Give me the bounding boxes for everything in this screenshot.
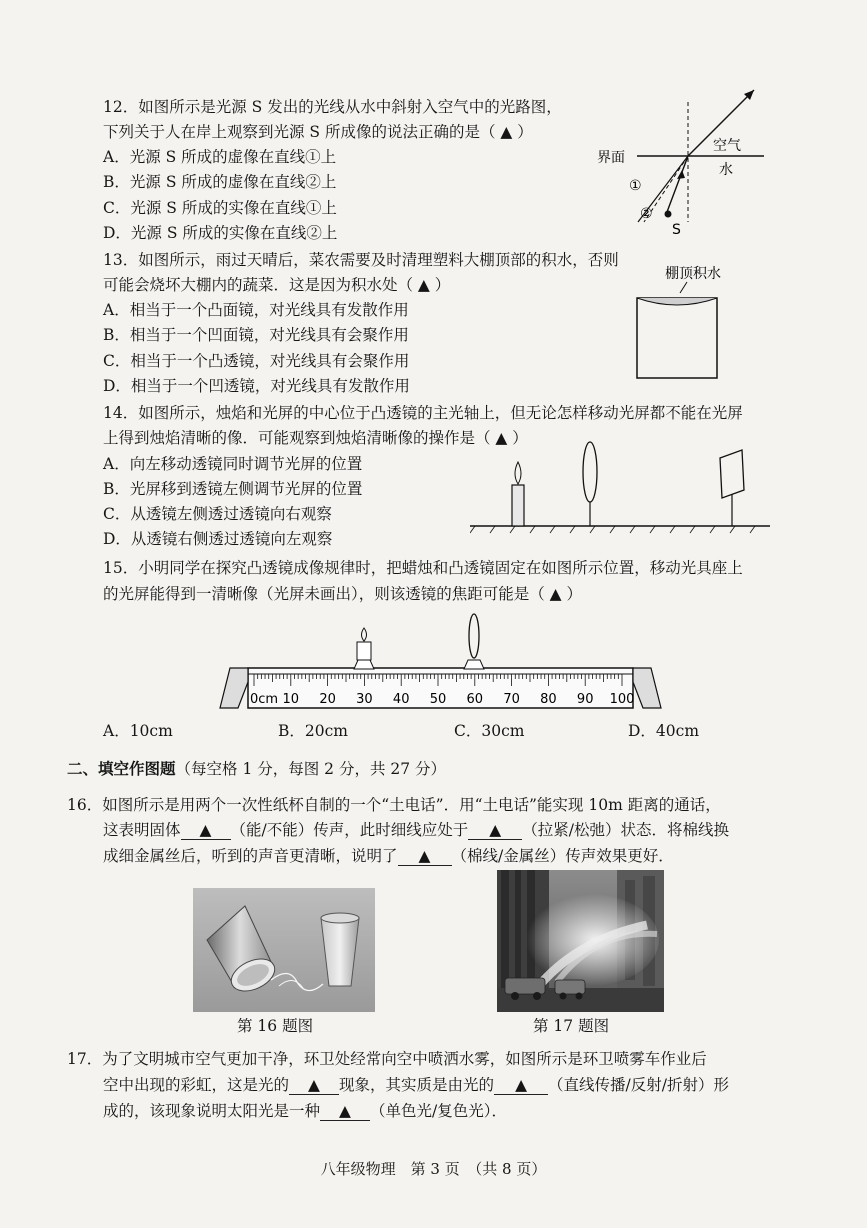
q12-stem-line2: 下列关于人在岸上观察到光源 S 所成像的说法正确的是（ ▲ ） bbox=[103, 123, 533, 141]
q12-line1-label: ① bbox=[629, 178, 642, 194]
q17-text-2c: （直线传播/反射/折射）形 bbox=[548, 1076, 729, 1094]
q17-blank-3[interactable]: ▲ bbox=[320, 1102, 370, 1121]
q17-figure-caption: 第 17 题图 bbox=[533, 1017, 610, 1035]
ruler-label: 70 bbox=[503, 692, 520, 707]
ruler-label: 60 bbox=[466, 692, 484, 707]
q13-option-b: B．相当于一个凹面镜，对光线具有会聚作用 bbox=[103, 326, 409, 344]
ruler-label: 0cm bbox=[250, 692, 279, 707]
q16-blank-2[interactable]: ▲ bbox=[468, 821, 522, 840]
candle-icon bbox=[512, 485, 524, 526]
q16-text-2a: 这表明固体 bbox=[103, 821, 181, 839]
q14-option-b: B．光屏移到透镜左侧调节光屏的位置 bbox=[103, 480, 363, 498]
ruler-label: 80 bbox=[540, 692, 557, 707]
q15-option-c: C．30cm bbox=[454, 722, 525, 740]
q17-spray-truck-rainbow-photo bbox=[497, 870, 664, 1012]
q12-interface-label: 界面 bbox=[597, 150, 625, 166]
q16-text-2c: （拉紧/松弛）状态．将棉线换 bbox=[522, 821, 729, 839]
q14-optical-bench-diagram bbox=[470, 440, 775, 535]
ruler-label: 10 bbox=[282, 692, 300, 707]
ruler-label: 100 bbox=[609, 692, 635, 707]
ruler-label: 20 bbox=[319, 692, 336, 707]
convex-lens-icon bbox=[583, 442, 597, 502]
q12-option-b: B．光源 S 所成的虚像在直线②上 bbox=[103, 173, 337, 191]
q16-blank-3[interactable]: ▲ bbox=[398, 847, 452, 866]
q17-text-2a: 空中出现的彩虹，这是光的 bbox=[103, 1076, 290, 1094]
q13-stem-line1: 13．如图所示，雨过天晴后，菜农需要及时清理塑料大棚顶部的积水，否则 bbox=[103, 251, 619, 269]
q15-option-a: A．10cm bbox=[103, 722, 173, 740]
q17-line3 bbox=[103, 1099, 507, 1121]
section2-note: （每空格 1 分，每图 2 分，共 27 分） bbox=[175, 760, 447, 778]
q17-line2 bbox=[103, 1073, 729, 1095]
q17-blank-1[interactable]: ▲ bbox=[289, 1076, 339, 1095]
q12-line2-label: ② bbox=[640, 206, 653, 222]
ruler-label: 90 bbox=[576, 692, 594, 707]
q17-text-2b: 现象，其实质是由光的 bbox=[339, 1076, 495, 1094]
q16-text-2b: （能/不能）传声，此时细线应处于 bbox=[230, 821, 469, 839]
q15-option-b: B．20cm bbox=[278, 722, 348, 740]
q13-stem-line2: 可能会烧坏大棚内的蔬菜．这是因为积水处（ ▲ ） bbox=[103, 276, 451, 294]
ruler-label: 50 bbox=[429, 692, 447, 707]
q12-option-c: C．光源 S 所成的实像在直线①上 bbox=[103, 199, 337, 217]
q13-option-d: D．相当于一个凹透镜，对光线具有发散作用 bbox=[103, 377, 410, 395]
q14-option-c: C．从透镜左侧透过透镜向右观察 bbox=[103, 505, 332, 523]
q15-option-d: D．40cm bbox=[628, 722, 700, 740]
q15-optical-bench-ruler bbox=[218, 612, 663, 712]
q16-line1: 16．如图所示是用两个一次性纸杯自制的一个“土电话”．用“土电话”能实现 10m 距离的通话， bbox=[67, 796, 721, 814]
q14-option-a: A．向左移动透镜同时调节光屏的位置 bbox=[103, 455, 363, 473]
q16-text-3a: 成细金属丝后，听到的声音更清晰，说明了 bbox=[103, 847, 398, 865]
q15-stem-line1: 15．小明同学在探究凸透镜成像规律时，把蜡烛和凸透镜固定在如图所示位置，移动光具座上 bbox=[103, 559, 743, 577]
q16-line3 bbox=[103, 844, 674, 866]
q12-air-label: 空气 bbox=[713, 138, 741, 154]
q12-refraction-diagram bbox=[592, 82, 772, 242]
q14-option-d: D．从透镜右侧透过透镜向左观察 bbox=[103, 530, 333, 548]
light-screen-icon bbox=[720, 450, 744, 498]
section2-heading bbox=[67, 757, 446, 779]
q13-option-c: C．相当于一个凸透镜，对光线具有会聚作用 bbox=[103, 352, 410, 370]
ruler-label: 30 bbox=[356, 692, 373, 707]
q16-figure-caption: 第 16 题图 bbox=[237, 1017, 314, 1035]
ruler-label: 40 bbox=[392, 692, 410, 707]
q17-blank-2[interactable]: ▲ bbox=[494, 1076, 548, 1095]
q13-water-label: 棚顶积水 bbox=[665, 266, 721, 282]
q16-paper-cup-phone-photo bbox=[193, 888, 375, 1012]
q15-stem-line2: 的光屏能得到一清晰像（光屏未画出），则该透镜的焦距可能是（ ▲ ） bbox=[103, 585, 583, 603]
q13-greenhouse-diagram bbox=[625, 262, 745, 382]
page-footer: 八年级物理 第 3 页 （共 8 页） bbox=[320, 1160, 547, 1178]
section2-title: 二、填空作图题 bbox=[67, 759, 176, 778]
q16-line2 bbox=[103, 818, 729, 840]
q14-stem-line2: 上得到烛焰清晰的像．可能观察到烛焰清晰像的操作是（ ▲ ） bbox=[103, 429, 528, 447]
q12-option-d: D．光源 S 所成的实像在直线②上 bbox=[103, 224, 338, 242]
q12-option-a: A．光源 S 所成的虚像在直线①上 bbox=[103, 148, 337, 166]
q16-blank-1[interactable]: ▲ bbox=[181, 821, 231, 840]
q12-water-label: 水 bbox=[719, 162, 733, 178]
q12-source-label: S bbox=[672, 222, 681, 238]
q13-option-a: A．相当于一个凸面镜，对光线具有发散作用 bbox=[103, 301, 409, 319]
q12-stem-line1: 12．如图所示是光源 S 发出的光线从水中斜射入空气中的光路图， bbox=[103, 98, 562, 116]
q17-text-3b: （单色光/复色光）． bbox=[370, 1102, 507, 1120]
q17-text-3a: 成的，该现象说明太阳光是一种 bbox=[103, 1102, 321, 1120]
q16-text-3b: （棉线/金属丝）传声效果更好． bbox=[451, 847, 674, 865]
q17-line1: 17．为了文明城市空气更加干净，环卫处经常向空中喷洒水雾，如图所示是环卫喷雾车作业后 bbox=[67, 1050, 707, 1068]
q14-stem-line1: 14．如图所示，烛焰和光屏的中心位于凸透镜的主光轴上，但无论怎样移动光屏都不能在光屏 bbox=[103, 404, 743, 422]
